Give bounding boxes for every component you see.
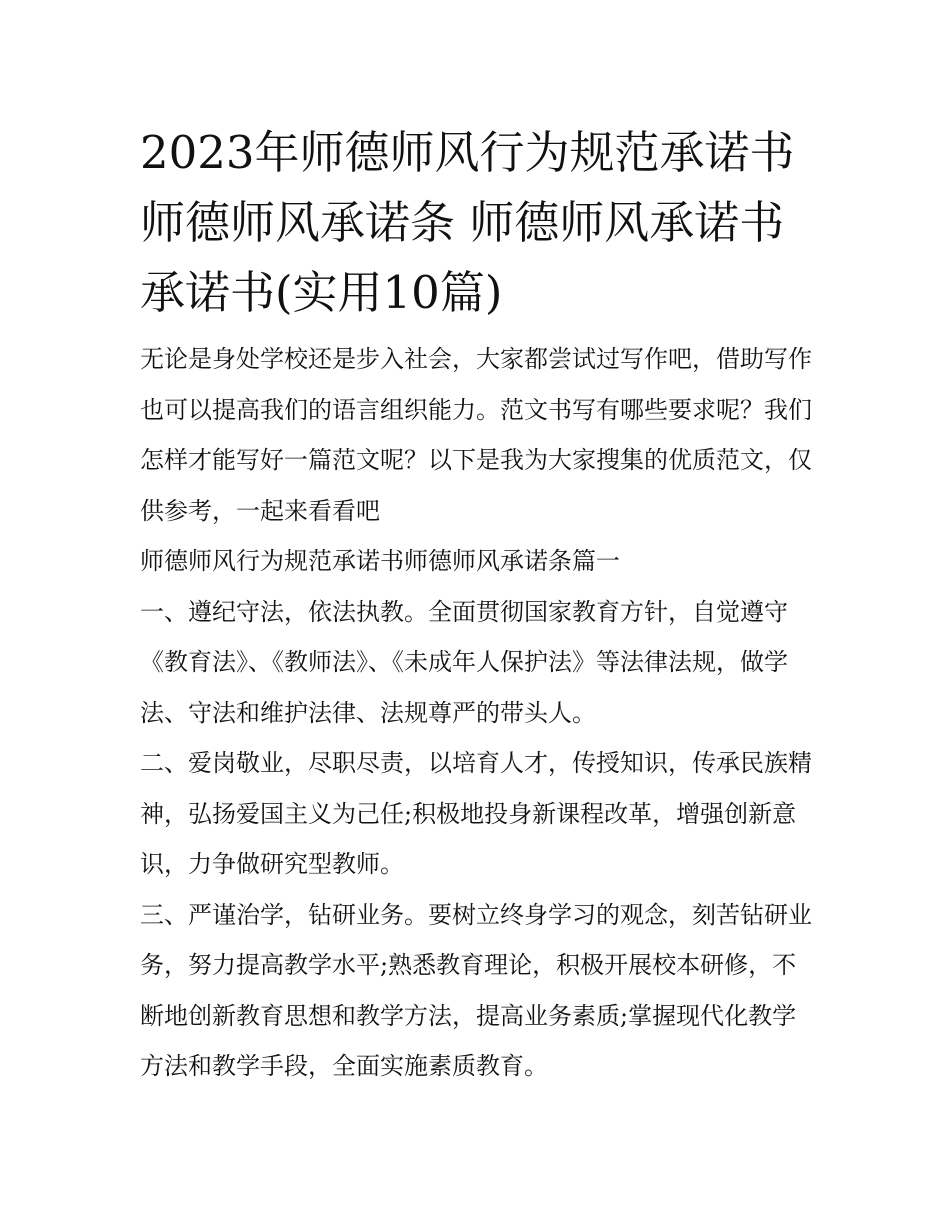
item-paragraph-2: 二、爱岗敬业，尽职尽责，以培育人才，传授知识，传承民族精神，弘扬爱国主义为己任;积极地投身新课程改革，增强创新意识，力争做研究型教师。 — [140, 749, 812, 878]
document-page — [140, 118, 820, 1092]
item-paragraph-1: 一、遵纪守法，依法执教。全面贯彻国家教育方针，自觉遵守《教育法》、《教师法》、《未成年人保护法》等法律法规，做学法、守法和维护法律、法规尊严的带头人。 — [140, 597, 788, 727]
section-heading: 师德师风行为规范承诺书师德师风承诺条篇一 — [140, 547, 620, 575]
document-title: 2023年师德师风行为规范承诺书师德师风承诺条 师德师风承诺书承诺书(实用10篇) — [140, 126, 795, 319]
intro-paragraph: 无论是身处学校还是步入社会，大家都尝试过写作吧，借助写作也可以提高我们的语言组织能力。范文书写有哪些要求呢？我们怎样才能写好一篇范文呢？以下是我为大家搜集的优质范文，仅供参考，一起来看看吧 — [140, 345, 812, 525]
item-paragraph-3: 三、严谨治学，钻研业务。要树立终身学习的观念，刻苦钻研业务，努力提高教学水平;熟悉教育理论，积极开展校本研修，不断地创新教育思想和教学方法，提高业务素质;掌握现代化教学方法和教学手段，全面实施素质教育。 — [140, 900, 812, 1080]
